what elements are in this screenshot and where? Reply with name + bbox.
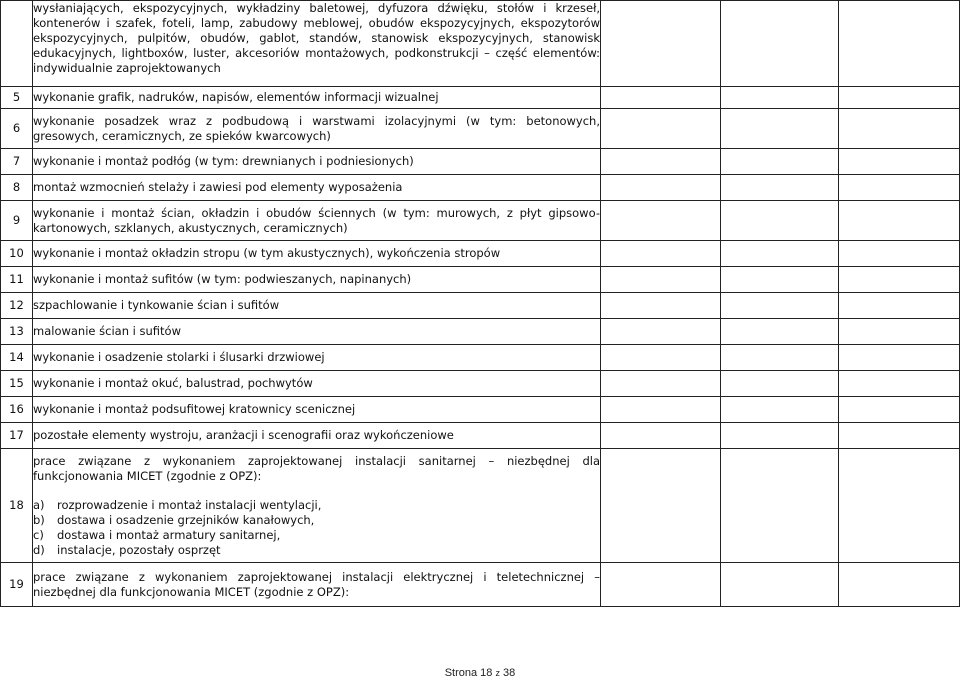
row-number: 17	[1, 423, 33, 449]
row-number: 7	[1, 149, 33, 175]
table-row	[1, 109, 960, 149]
row-text: dostawa i montaż armatury sanitarnej,	[57, 527, 281, 542]
empty-cell	[601, 345, 721, 371]
empty-cell	[721, 293, 839, 319]
row-text: rozprowadzenie i montaż instalacji wentylacji,	[57, 497, 322, 512]
list-marker: a)	[33, 497, 45, 512]
row-text: prace związane z wykonaniem zaprojektowanej instalacji elektrycznej i teletechnicznej – niezbędnej dla funkcjonowania MICET (zgodnie z OPZ):	[33, 569, 600, 599]
row-description	[33, 87, 601, 109]
empty-cell	[721, 371, 839, 397]
table-row	[1, 293, 960, 319]
row-description	[33, 241, 601, 267]
row-number: 14	[1, 345, 33, 371]
row-description	[33, 109, 601, 149]
row-description	[33, 149, 601, 175]
table-row	[1, 397, 960, 423]
row-number: 6	[1, 109, 33, 149]
row-number: 13	[1, 319, 33, 345]
table-row	[1, 345, 960, 371]
row-text: wykonanie i montaż ścian, okładzin i obudów ściennych (w tym: murowych, z płyt gipsowo-kartonowych, szklanych, akustycznych, ceramicznych)	[33, 205, 600, 235]
empty-cell	[721, 1, 839, 87]
empty-cell	[601, 449, 721, 563]
row-number: 9	[1, 201, 33, 241]
empty-cell	[601, 293, 721, 319]
row-description	[33, 449, 601, 563]
table-row	[1, 175, 960, 201]
empty-cell	[721, 87, 839, 109]
table-row	[1, 449, 960, 563]
table-row	[1, 1, 960, 87]
page-separator: z	[495, 668, 500, 678]
row-text: szpachlowanie i tynkowanie ścian i sufitów	[33, 298, 280, 312]
page-footer	[0, 667, 960, 679]
empty-cell	[721, 319, 839, 345]
page-number: 18	[480, 667, 493, 679]
empty-cell	[601, 201, 721, 241]
empty-cell	[839, 397, 960, 423]
row-text: wykonanie i montaż okładzin stropu (w tym akustycznych), wykończenia stropów	[33, 246, 501, 260]
list-marker: b)	[33, 512, 45, 527]
empty-cell	[839, 319, 960, 345]
empty-cell	[839, 241, 960, 267]
empty-cell	[721, 449, 839, 563]
table-row	[1, 267, 960, 293]
empty-cell	[839, 563, 960, 607]
empty-cell	[721, 563, 839, 607]
empty-cell	[601, 87, 721, 109]
empty-cell	[601, 109, 721, 149]
row-description	[33, 267, 601, 293]
row-text: wykonanie i montaż podsufitowej kratownicy scenicznej	[33, 402, 356, 416]
page-total: 38	[503, 667, 516, 679]
row-description	[33, 423, 601, 449]
empty-cell	[601, 175, 721, 201]
empty-cell	[839, 423, 960, 449]
empty-cell	[839, 149, 960, 175]
empty-cell	[839, 267, 960, 293]
row-number	[1, 1, 33, 87]
empty-cell	[721, 397, 839, 423]
table-row	[1, 423, 960, 449]
row-number: 5	[1, 87, 33, 109]
list-marker: c)	[33, 527, 44, 542]
empty-cell	[721, 345, 839, 371]
row-number: 11	[1, 267, 33, 293]
empty-cell	[721, 201, 839, 241]
table-row	[1, 563, 960, 607]
row-number: 10	[1, 241, 33, 267]
row-number: 12	[1, 293, 33, 319]
row-number: 15	[1, 371, 33, 397]
row-number: 18	[1, 449, 33, 563]
row-text: wykonanie posadzek wraz z podbudową i warstwami izolacyjnymi (w tym: betonowych, gresowych, ceramicznych, ze spieków kwarcowych)	[33, 113, 600, 143]
empty-cell	[601, 423, 721, 449]
row-intro: prace związane z wykonaniem zaprojektowanej instalacji sanitarnej – niezbędnej dla funkcjonowania MICET (zgodnie z OPZ):	[33, 453, 600, 483]
row-text: malowanie ścian i sufitów	[33, 324, 181, 338]
table-row	[1, 149, 960, 175]
empty-cell	[721, 175, 839, 201]
empty-cell	[601, 371, 721, 397]
row-description	[33, 319, 601, 345]
empty-cell	[601, 267, 721, 293]
row-description	[33, 371, 601, 397]
empty-cell	[839, 201, 960, 241]
empty-cell	[601, 563, 721, 607]
row-text: wykonanie i montaż podłóg (w tym: drewnianych i podniesionych)	[33, 154, 414, 168]
row-description	[33, 563, 601, 607]
row-number: 8	[1, 175, 33, 201]
row-description	[33, 201, 601, 241]
row-text: dostawa i osadzenie grzejników kanałowych,	[57, 512, 315, 527]
row-number: 19	[1, 563, 33, 607]
list-item	[33, 528, 600, 543]
row-text: wykonanie i osadzenie stolarki i ślusarki drzwiowej	[33, 350, 325, 364]
empty-cell	[839, 175, 960, 201]
table-row	[1, 241, 960, 267]
empty-cell	[839, 1, 960, 87]
empty-cell	[601, 319, 721, 345]
empty-cell	[721, 267, 839, 293]
row-text: montaż wzmocnień stelaży i zawiesi pod elementy wyposażenia	[33, 180, 403, 194]
row-description	[33, 345, 601, 371]
empty-cell	[721, 109, 839, 149]
row-text: wykonanie grafik, nadruków, napisów, elementów informacji wizualnej	[33, 90, 439, 104]
empty-cell	[721, 423, 839, 449]
row-text: pozostałe elementy wystroju, aranżacji i scenografii oraz wykończeniowe	[33, 428, 454, 442]
row-description	[33, 397, 601, 423]
empty-cell	[601, 397, 721, 423]
row-number: 16	[1, 397, 33, 423]
empty-cell	[839, 345, 960, 371]
empty-cell	[839, 449, 960, 563]
table-row	[1, 87, 960, 109]
row-description	[33, 175, 601, 201]
empty-cell	[721, 149, 839, 175]
empty-cell	[839, 371, 960, 397]
empty-cell	[839, 293, 960, 319]
empty-cell	[721, 241, 839, 267]
row-description	[33, 1, 601, 87]
list-item	[33, 498, 600, 513]
row-text: wykonanie i montaż okuć, balustrad, pochwytów	[33, 376, 313, 390]
row-description	[33, 293, 601, 319]
table-row	[1, 319, 960, 345]
empty-cell	[839, 109, 960, 149]
row-text: instalacje, pozostały osprzęt	[57, 542, 221, 557]
empty-cell	[839, 87, 960, 109]
list-marker: d)	[33, 542, 45, 557]
page-label: Strona	[444, 667, 478, 679]
row-text: wykonanie i montaż sufitów (w tym: podwieszanych, napinanych)	[33, 272, 412, 286]
table-row	[1, 201, 960, 241]
row-text: wysłaniających, ekspozycyjnych, wykładziny baletowej, dyfuzora dźwięku, stołów i krzeseł, kontenerów i szafek, foteli, lamp, zabudowy meblowej, obudów ekspozycyjnych, ekspozytorów ekspozycyjnych, pulpitów, obudów, gablot, standów, stanowisk ekspozycyjnych, stanowisk edukacyjnych, lightboxów, luster, akcesoriów montażowych, podkonstrukcji – część elementów: indywidualnie zaprojektowanych	[33, 1, 600, 75]
empty-cell	[601, 149, 721, 175]
sub-item-list	[33, 498, 600, 558]
empty-cell	[601, 1, 721, 87]
empty-cell	[601, 241, 721, 267]
list-item	[33, 513, 600, 528]
table-row	[1, 371, 960, 397]
list-item	[33, 543, 600, 558]
